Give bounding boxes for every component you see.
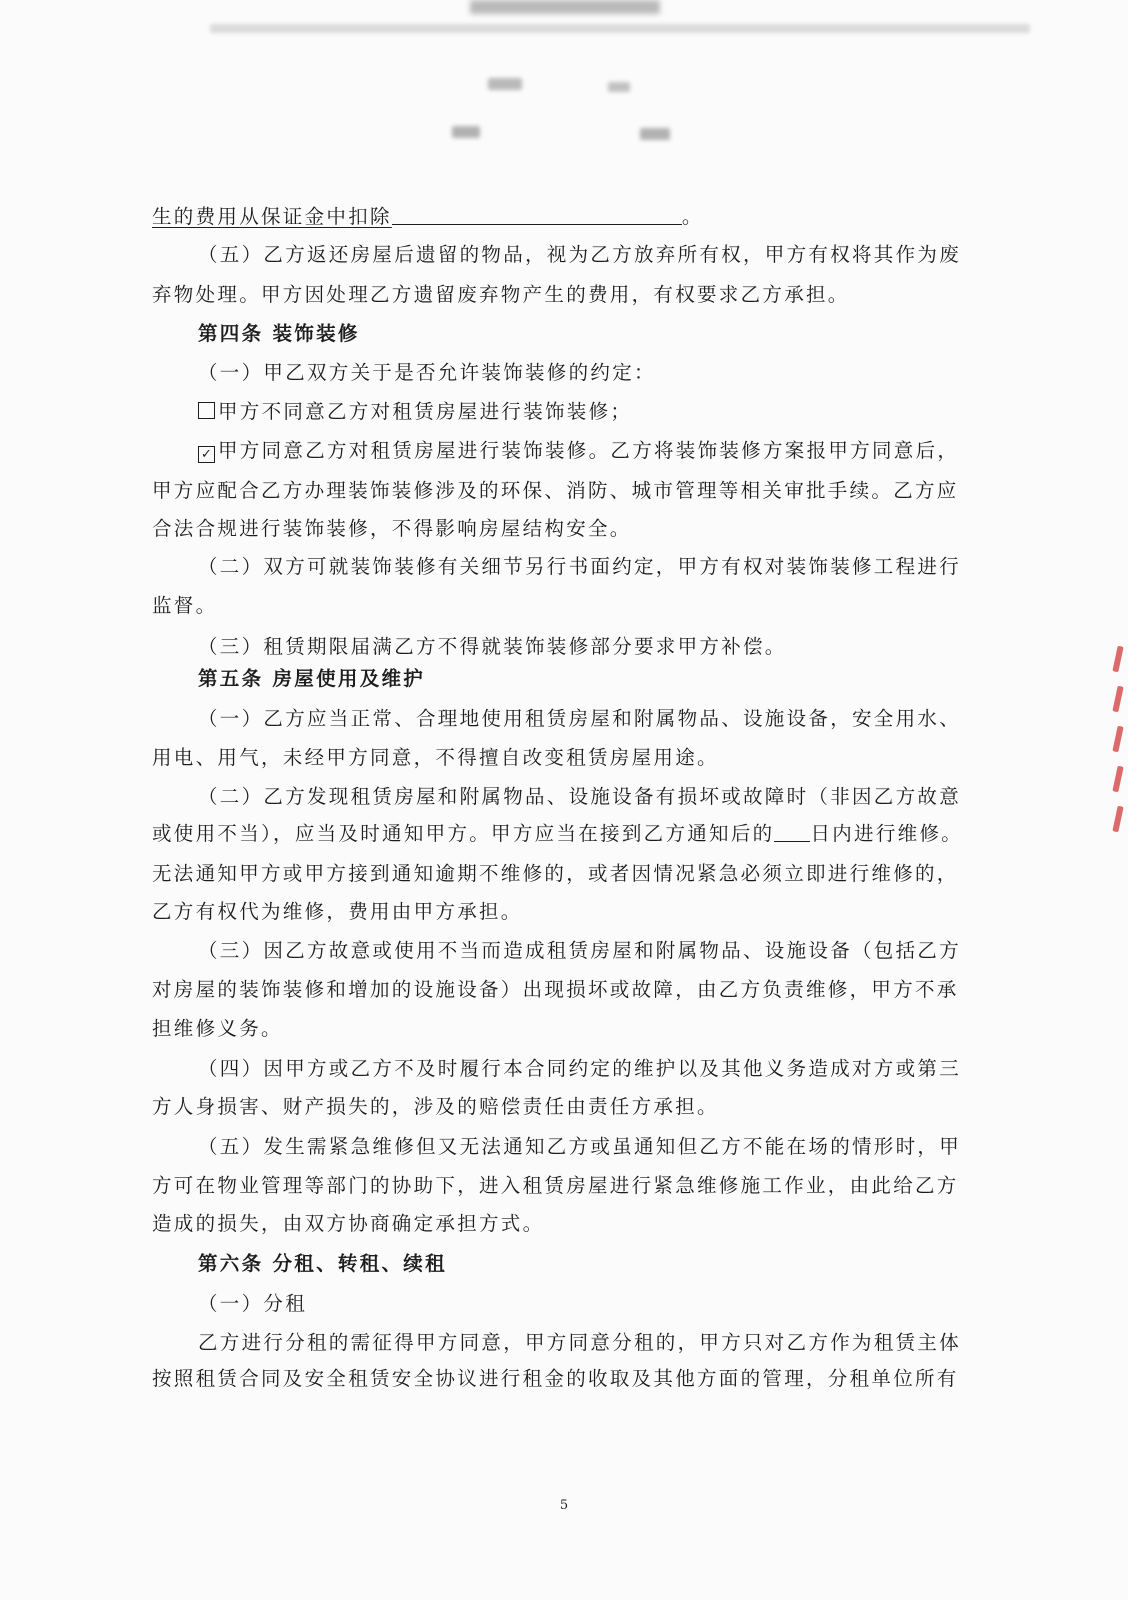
checkbox-empty-icon	[198, 402, 215, 419]
text-line: （二）乙方发现租赁房屋和附属物品、设施设备有损坏或故障时（非因乙方故意	[198, 785, 962, 808]
text-line: （二）双方可就装饰装修有关细节另行书面约定，甲方有权对装饰装修工程进行	[198, 555, 962, 578]
text-line: 甲方不同意乙方对租赁房屋进行装饰装修；	[198, 398, 998, 426]
text-line: （一）分租	[198, 1292, 308, 1315]
text-line: 担维修义务。	[152, 1017, 283, 1040]
text-line: 方人身损害、财产损失的，涉及的赔偿责任由责任方承担。	[152, 1095, 719, 1118]
text-line: （三）租赁期限届满乙方不得就装饰装修部分要求甲方补偿。	[198, 635, 787, 658]
scan-smudge	[608, 82, 630, 92]
scan-smudge	[488, 78, 522, 90]
text-line: （一）乙方应当正常、合理地使用租赁房屋和附属物品、设施设备，安全用水、	[198, 707, 962, 730]
text-line: （一）甲乙双方关于是否允许装饰装修的约定：	[198, 361, 656, 384]
text-line: 或使用不当），应当及时通知甲方。甲方应当在接到乙方通知后的 日内进行维修。	[152, 822, 964, 845]
checkbox-checked-icon: ✓	[198, 446, 215, 463]
section-heading: 第五条 房屋使用及维护	[198, 667, 426, 690]
text-line: 监督。	[152, 594, 218, 617]
text-line: （五）发生需紧急维修但又无法通知乙方或虽通知但乙方不能在场的情形时，甲	[198, 1135, 962, 1158]
text-line: 弃物处理。甲方因处理乙方遗留废弃物产生的费用，有权要求乙方承担。	[152, 283, 850, 306]
text-line: 用电、用气，未经甲方同意，不得擅自改变租赁房屋用途。	[152, 746, 719, 769]
text-line: （四）因甲方或乙方不及时履行本合同约定的维护以及其他义务造成对方或第三	[198, 1057, 962, 1080]
scan-smudge	[640, 128, 670, 140]
text-line: 方可在物业管理等部门的协助下，进入租赁房屋进行紧急维修施工作业，由此给乙方	[152, 1174, 959, 1197]
text-line: 造成的损失，由双方协商确定承担方式。	[152, 1212, 545, 1235]
scan-smudge	[210, 24, 1030, 33]
text-line: 合法合规进行装饰装修，不得影响房屋结构安全。	[152, 517, 632, 540]
text-line: ✓ 甲方同意乙方对租赁房屋进行装饰装修。乙方将装饰装修方案报甲方同意后，	[198, 437, 998, 465]
text-line: 按照租赁合同及安全租赁安全协议进行租金的收取及其他方面的管理，分租单位所有	[152, 1367, 959, 1390]
page-number: 5	[559, 1498, 569, 1513]
scan-smudge	[470, 0, 660, 14]
red-seal-fragment	[1112, 640, 1124, 840]
text-line: 甲方应配合乙方办理装饰装修涉及的环保、消防、城市管理等相关审批手续。乙方应	[152, 479, 959, 502]
section-heading: 第四条 装饰装修	[198, 322, 360, 345]
text-line: 对房屋的装饰装修和增加的设施设备）出现损坏或故障，由乙方负责维修，甲方不承	[152, 978, 959, 1001]
text-line: 乙方有权代为维修，费用由甲方承担。	[152, 900, 523, 923]
text-line: 生的费用从保证金中扣除 。	[152, 205, 704, 228]
text-line: 无法通知甲方或甲方接到通知逾期不维修的，或者因情况紧急必须立即进行维修的，	[152, 862, 959, 885]
scan-smudge	[452, 126, 480, 138]
text-line: （五）乙方返还房屋后遗留的物品，视为乙方放弃所有权，甲方有权将其作为废	[198, 243, 962, 266]
section-heading: 第六条 分租、转租、续租	[198, 1252, 447, 1275]
text-line: 乙方进行分租的需征得甲方同意，甲方同意分租的，甲方只对乙方作为租赁主体	[198, 1331, 962, 1354]
text-line: （三）因乙方故意或使用不当而造成租赁房屋和附属物品、设施设备（包括乙方	[198, 939, 962, 962]
